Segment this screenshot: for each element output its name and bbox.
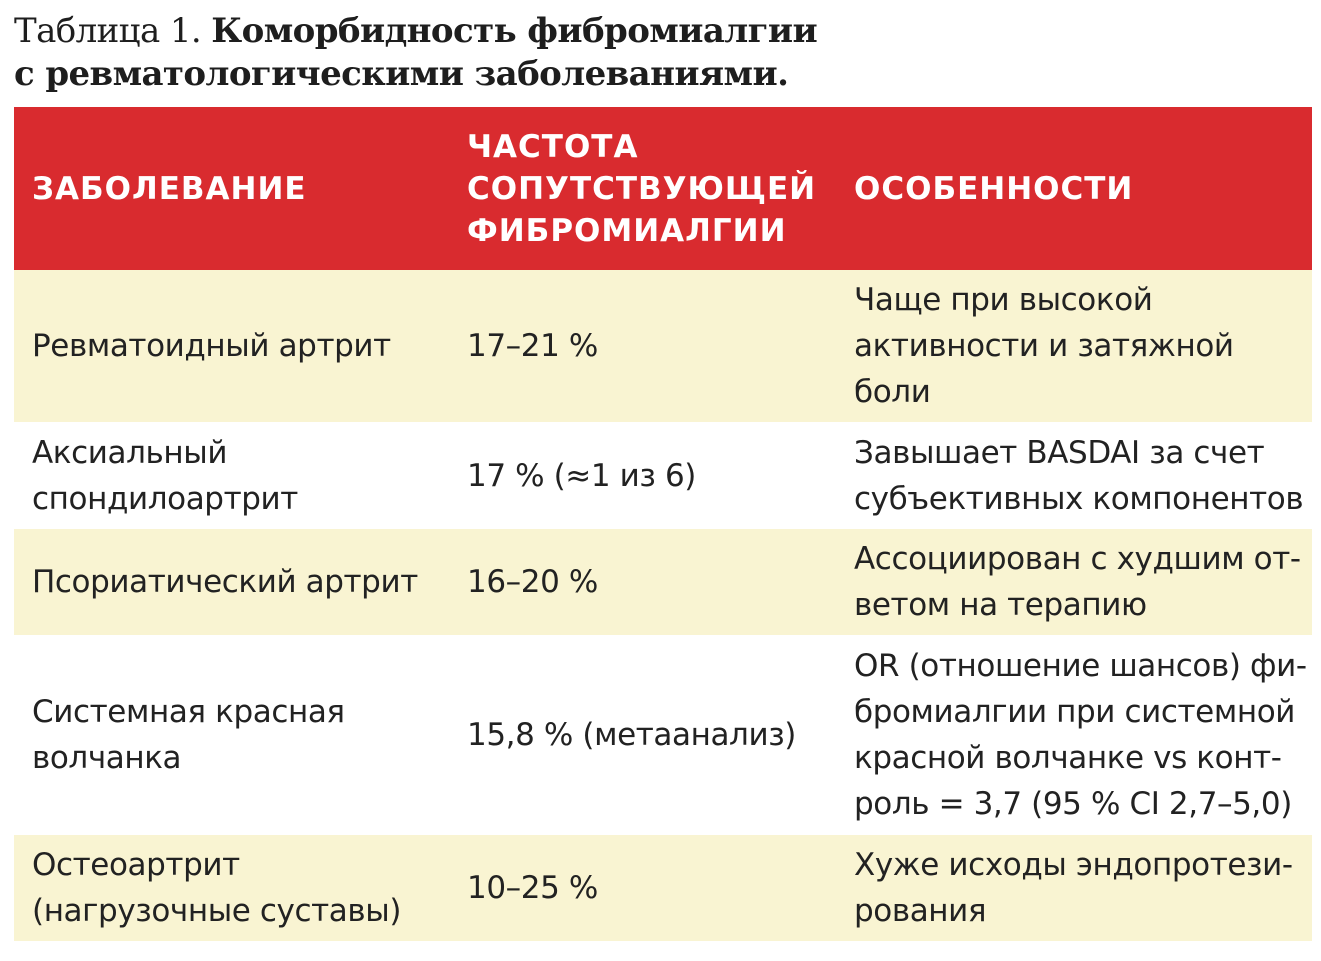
cell-features: Ассоциирован с худшим от- ветом на терапию — [854, 541, 1301, 623]
table-row — [14, 635, 1312, 835]
comorbidity-table — [14, 107, 1312, 941]
table-row — [14, 529, 1312, 635]
cell-features: Хуже исходы эндопротези- рования — [854, 847, 1293, 929]
caption-label: Таблица 1. — [14, 11, 202, 51]
table-row — [14, 270, 1312, 422]
caption-title: Коморбидность фибромиалгии с ревматологическими заболеваниями. — [14, 11, 818, 94]
cell-disease: Псориатический артрит — [32, 564, 418, 600]
table-header — [14, 107, 1312, 270]
cell-frequency: 10–25 % — [467, 870, 598, 906]
cell-frequency: 16–20 % — [467, 564, 598, 600]
cell-disease: Системная красная волчанка — [32, 694, 345, 776]
cell-features: Завышает BASDAI за счет субъективных компонентов — [854, 434, 1304, 517]
cell-frequency: 17–21 % — [467, 328, 598, 364]
header-disease: ЗАБОЛЕВАНИЕ — [32, 170, 307, 207]
table-body — [14, 270, 1312, 941]
table-row — [14, 422, 1312, 529]
table-row — [14, 835, 1312, 941]
cell-features: OR (отношение шансов) фи- бромиалгии при системной красной волчанке vs конт- роль = 3,7 (95 % CI 2,7–5,0) — [854, 648, 1307, 822]
cell-features: Чаще при высокой активности и затяжной боли — [854, 282, 1234, 410]
cell-disease: Ревматоидный артрит — [32, 328, 391, 364]
header-features: ОСОБЕННОСТИ — [854, 170, 1134, 207]
cell-disease: Остеоартрит (нагрузочные суставы) — [32, 847, 402, 929]
header-frequency: ЧАСТОТА СОПУТСТВУЮЩЕЙ ФИБРОМИАЛГИИ — [467, 128, 817, 249]
cell-frequency: 17 % (≈1 из 6) — [467, 457, 696, 494]
table-caption — [14, 10, 1304, 96]
cell-disease: Аксиальный спондилоартрит — [32, 434, 298, 517]
cell-frequency: 15,8 % (метаанализ) — [467, 717, 796, 753]
header-row — [14, 107, 1312, 270]
